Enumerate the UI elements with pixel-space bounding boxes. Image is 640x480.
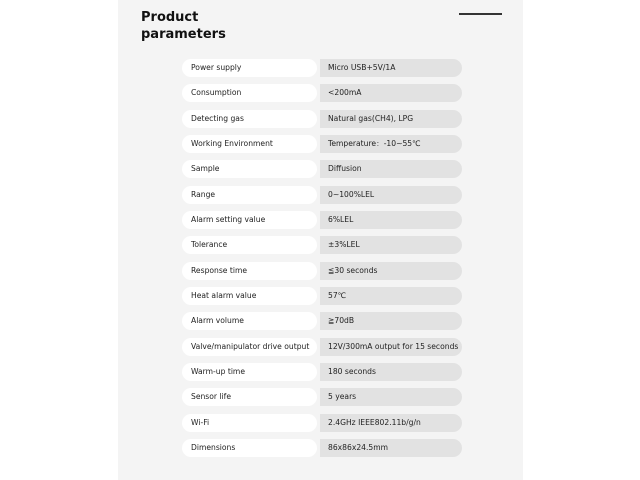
table-row: [182, 84, 462, 102]
param-value: 0~100%LEL: [320, 186, 462, 204]
param-value: Micro USB+5V/1A: [320, 59, 462, 77]
table-row: [182, 59, 462, 77]
decorative-rule: [459, 13, 502, 15]
param-label: Warm-up time: [182, 363, 317, 381]
title-line-1: Product: [141, 10, 199, 25]
table-row: [182, 312, 462, 330]
table-row: [182, 236, 462, 254]
param-label: Range: [182, 186, 317, 204]
param-label: Heat alarm value: [182, 287, 317, 305]
table-row: [182, 135, 462, 153]
param-value: ≧70dB: [320, 312, 462, 330]
param-value: <200mA: [320, 84, 462, 102]
table-row: [182, 287, 462, 305]
param-value: ≦30 seconds: [320, 262, 462, 280]
param-label: Working Environment: [182, 135, 317, 153]
section-title: [141, 9, 226, 43]
title-line-2: parameters: [141, 27, 226, 42]
param-value: 57℃: [320, 287, 462, 305]
table-row: [182, 186, 462, 204]
table-row: [182, 211, 462, 229]
table-row: [182, 363, 462, 381]
param-value: 2.4GHz IEEE802.11b/g/n: [320, 414, 462, 432]
table-row: [182, 262, 462, 280]
param-value: ±3%LEL: [320, 236, 462, 254]
param-value: 180 seconds: [320, 363, 462, 381]
param-label: Wi-Fi: [182, 414, 317, 432]
table-row: [182, 388, 462, 406]
param-value: 5 years: [320, 388, 462, 406]
param-label: Consumption: [182, 84, 317, 102]
table-row: [182, 110, 462, 128]
table-row: [182, 338, 462, 356]
param-value: Temperature：-10~55℃: [320, 135, 462, 153]
parameters-table: [182, 59, 462, 465]
param-value: Diffusion: [320, 160, 462, 178]
param-value: 12V/300mA output for 15 seconds: [320, 338, 462, 356]
param-label: Tolerance: [182, 236, 317, 254]
param-label: Sensor life: [182, 388, 317, 406]
table-row: [182, 160, 462, 178]
table-row: [182, 414, 462, 432]
param-label: Response time: [182, 262, 317, 280]
table-row: [182, 439, 462, 457]
param-label: Alarm volume: [182, 312, 317, 330]
param-label: Power supply: [182, 59, 317, 77]
param-label: Dimensions: [182, 439, 317, 457]
param-value: 86x86x24.5mm: [320, 439, 462, 457]
param-label: Alarm setting value: [182, 211, 317, 229]
param-label: Valve/manipulator drive output: [182, 338, 317, 356]
param-label: Detecting gas: [182, 110, 317, 128]
param-value: Natural gas(CH4), LPG: [320, 110, 462, 128]
param-label: Sample: [182, 160, 317, 178]
param-value: 6%LEL: [320, 211, 462, 229]
